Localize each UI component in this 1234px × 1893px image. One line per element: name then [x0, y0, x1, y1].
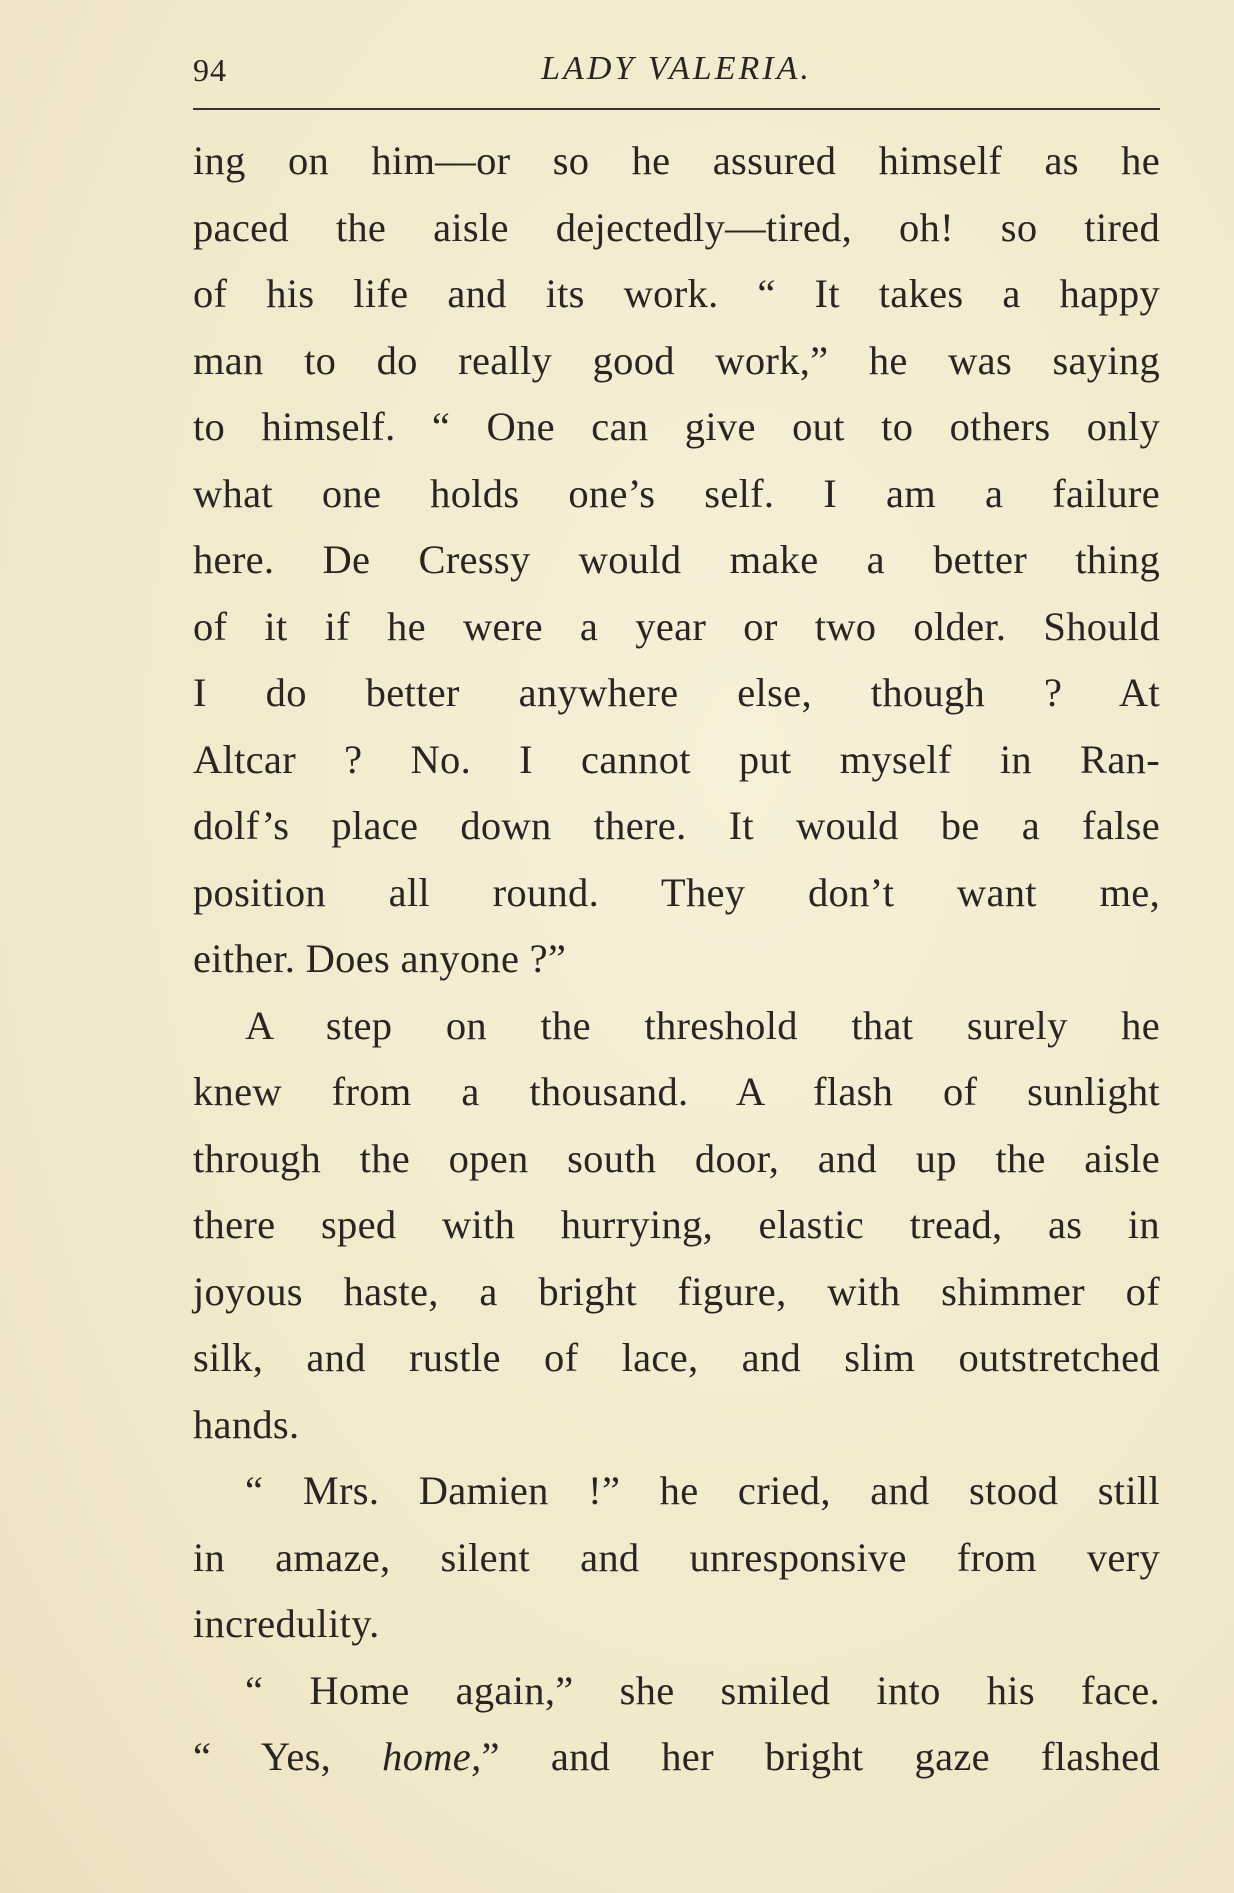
text-line: “ Home again,” she smiled into his face. [245, 1667, 1160, 1713]
text-line-final [193, 1724, 1160, 1791]
final-line-italic: home, [382, 1734, 482, 1779]
text-line: of his life and its work. “ It takes a happy [193, 271, 1160, 316]
text-line: to himself. “ One can give out to others only [193, 404, 1160, 449]
text-line: either. Does anyone ?” [193, 936, 567, 981]
text-line: dolf’s place down there. It would be a false [193, 803, 1160, 848]
text-line: Altcar ? No. I cannot put myself in Ran- [193, 736, 1160, 782]
text-line: what one holds one’s self. I am a failure [193, 470, 1160, 516]
body-text [193, 128, 1160, 1791]
text-line: in amaze, silent and unresponsive from very [193, 1534, 1160, 1580]
final-line-end: ” and her bright gaze flashed [481, 1734, 1160, 1779]
text-line: of it if he were a year or two older. Should [193, 603, 1160, 649]
page-number: 94 [193, 52, 227, 88]
text-line: position all round. They don’t want me, [193, 869, 1160, 915]
text-line: paced the aisle dejectedly—tired, oh! so tired [193, 204, 1160, 250]
text-line: joyous haste, a bright figure, with shimmer of [193, 1268, 1160, 1314]
running-head: LADY VALERIA. [541, 50, 812, 87]
text-line: hands. [193, 1401, 300, 1447]
text-line: “ Mrs. Damien !” he cried, and stood still [245, 1468, 1160, 1513]
text-line: knew from a thousand. A flash of sunlight [193, 1069, 1160, 1114]
text-line: here. De Cressy would make a better thing [193, 537, 1160, 582]
page-header [193, 48, 1160, 100]
text-line: incredulity. [193, 1601, 380, 1646]
text-line: I do better anywhere else, though ? At [193, 670, 1160, 715]
text-line: through the open south door, and up the aisle [193, 1135, 1160, 1181]
text-line: silk, and rustle of lace, and slim outstretched [193, 1335, 1160, 1380]
text-line: ing on him—or so he assured himself as he [193, 138, 1160, 183]
text-line: man to do really good work,” he was saying [193, 337, 1160, 383]
final-line-start: “ Yes, [193, 1734, 383, 1779]
text-line: there sped with hurrying, elastic tread, as in [193, 1202, 1160, 1247]
header-rule [193, 108, 1160, 110]
text-line: A step on the threshold that surely he [245, 1002, 1160, 1048]
